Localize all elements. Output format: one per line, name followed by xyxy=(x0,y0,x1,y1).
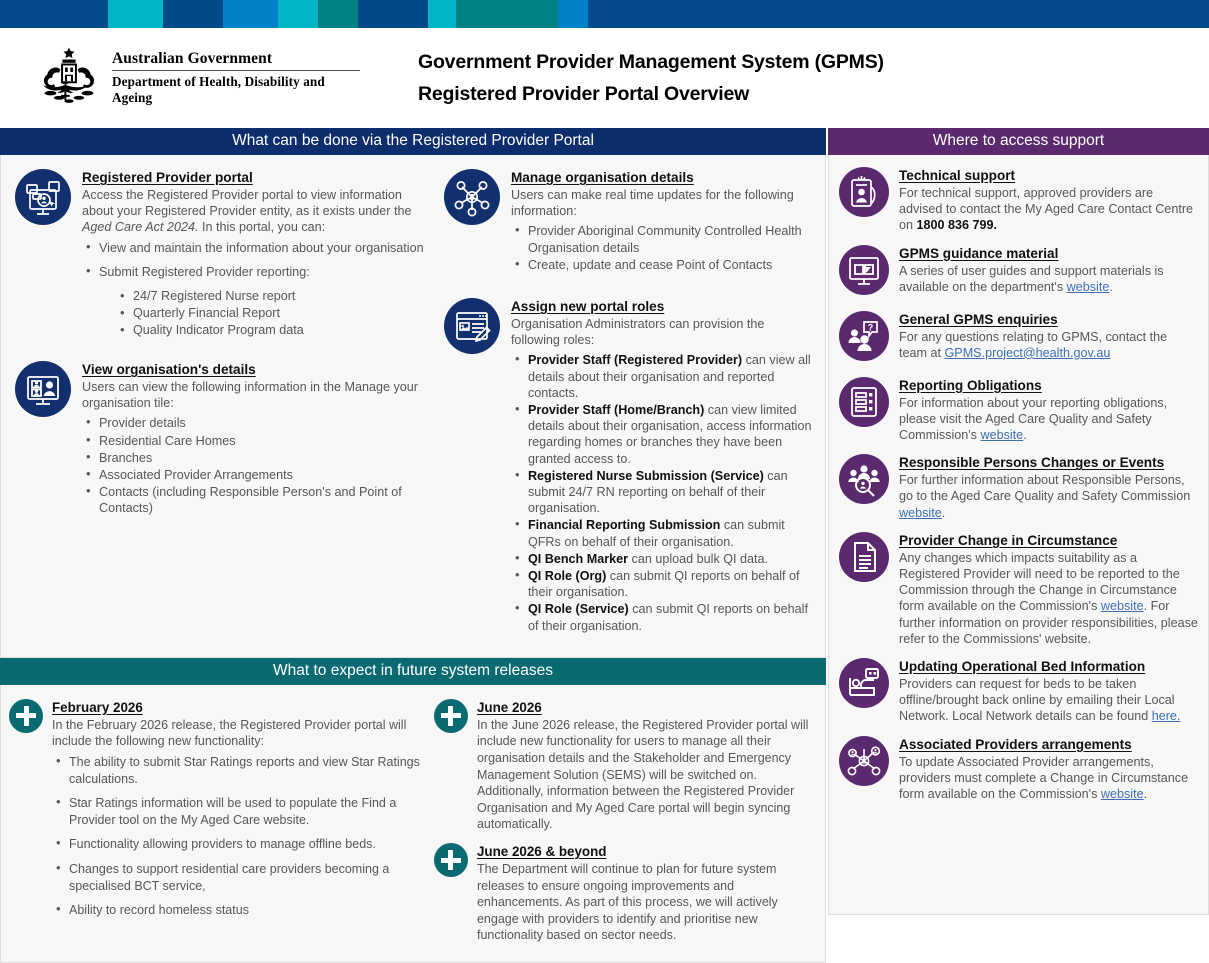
people-question-icon xyxy=(839,311,889,366)
list-item: • Quality Indicator Program data xyxy=(118,322,432,339)
text-part-a: For technical support, approved providers are advised to contact the My Aged Care Contact Centre on xyxy=(899,186,1194,233)
plus-circle-icon xyxy=(434,699,468,733)
list-item: • 24/7 Registered Nurse report xyxy=(118,288,432,305)
form-edit-icon xyxy=(444,298,500,359)
text-view-organisation-details: Users can view the following information in the Manage your organisation tile: xyxy=(82,380,419,411)
page-title-line2: Registered Provider Portal Overview xyxy=(418,83,750,105)
org-people-screen-icon xyxy=(15,361,71,422)
crest-line-australian-government: Australian Government xyxy=(112,50,273,67)
website-link[interactable]: website xyxy=(1066,279,1110,294)
list-manage-updates xyxy=(511,223,815,273)
plus-circle-icon xyxy=(434,843,468,877)
page-body xyxy=(0,128,1209,963)
band-support: Where to access support xyxy=(828,128,1209,155)
list-portal-roles xyxy=(511,352,815,633)
heading-view-organisation-details: View organisation's details xyxy=(82,362,256,378)
strip-segment-9 xyxy=(558,0,588,28)
intro-part-a: Access the Registered Provider portal to view information about your Registered Provider entity, as it exists under the xyxy=(82,188,412,219)
list-item: • Branches xyxy=(82,450,432,466)
list-item: • The ability to submit Star Ratings reports and view Star Ratings calculations. xyxy=(52,754,420,787)
right-column xyxy=(828,128,1209,915)
text-gpms-guidance-material xyxy=(899,263,1198,295)
top-colour-strip xyxy=(0,0,1209,28)
heading-assign-new-portal-roles: Assign new portal roles xyxy=(510,299,665,315)
text-updating-operational-bed-information xyxy=(899,676,1198,725)
heading-provider-change-in-circumstance: Provider Change in Circumstance xyxy=(899,532,1118,548)
list-item: • View and maintain the information about your organisation xyxy=(82,240,432,256)
text-part-a: Any changes which impacts suitability as a Registered Provider will need to be reported to the Commission through the Change in Circumstance form available on the Commission's xyxy=(899,550,1180,614)
strip-segment-6 xyxy=(358,0,428,28)
portal-column-a xyxy=(1,155,440,657)
text-assign-new-portal-roles: Organisation Administrators can provision the following roles: xyxy=(510,317,765,348)
id-badge-person-icon xyxy=(839,167,889,222)
website-link[interactable]: website xyxy=(1100,787,1144,802)
text-february-2026: In the February 2026 release, the Registered Provider portal will include the following new functionality: xyxy=(52,717,407,749)
band-portal: What can be done via the Registered Provider Portal xyxy=(0,128,826,155)
checklist-clipboard-icon xyxy=(839,377,889,432)
list-item xyxy=(511,352,815,401)
svg-text:?: ? xyxy=(867,322,874,333)
plus-circle-icon xyxy=(9,699,43,733)
website-link[interactable]: website xyxy=(1100,599,1144,614)
list-item: • Contacts (including Responsible Person's and Point of Contacts) xyxy=(82,484,432,516)
item-gpms-guidance-material xyxy=(839,245,1198,300)
text-general-gpms-enquiries xyxy=(899,329,1198,361)
heading-february-2026: February 2026 xyxy=(52,699,143,715)
role-desc: can upload bulk QI data. xyxy=(628,551,769,566)
item-technical-support xyxy=(839,167,1198,234)
text-june-2026-and-beyond: The Department will continue to plan for future system releases to ensure ongoing improvements and enhancements. As part of this process, we will actively engage with providers to identify and prioritise new functionality based on sector needs. xyxy=(476,862,778,943)
role-desc: can view limited details about their organisation, access information regarding homes or branches they have been granted access to. xyxy=(527,403,812,466)
list-item xyxy=(511,551,815,567)
list-item: • Ability to record homeless status xyxy=(52,902,420,919)
page-title xyxy=(418,46,884,110)
text-part-b: . For further information on provider responsibilities, please refer to the Commissions' website. xyxy=(899,599,1198,646)
text-responsible-persons-changes xyxy=(899,472,1198,521)
list-item: • Submit Registered Provider reporting: xyxy=(82,264,432,280)
intro-act-name: Aged Care Act 2024. xyxy=(82,220,199,235)
panel-future-releases xyxy=(0,685,826,963)
heading-technical-support: Technical support xyxy=(899,168,1016,183)
strip-segment-2 xyxy=(163,0,223,28)
role-desc: can view all details about their organisation and reported contacts. xyxy=(527,353,811,400)
list-item: • Star Ratings information will be used to populate the Find a Provider tool on the My Aged Care website. xyxy=(52,795,420,828)
list-item: • Provider details xyxy=(82,415,432,431)
heading-responsible-persons-changes: Responsible Persons Changes or Events xyxy=(899,455,1165,471)
text-part-b: . xyxy=(941,505,946,520)
panel-portal xyxy=(0,155,826,658)
role-desc: can submit QI reports on behalf of their organisation. xyxy=(527,569,800,600)
commonwealth-coat-of-arms-icon xyxy=(36,45,102,111)
list-organisation-details xyxy=(82,415,432,516)
masthead xyxy=(0,28,1209,128)
role-name: QI Bench Marker xyxy=(527,551,629,566)
strip-segment-0 xyxy=(0,0,108,28)
list-item xyxy=(511,402,815,467)
crest-line-department: Department of Health, Disability and Ageing xyxy=(112,74,325,105)
hospital-bed-icon xyxy=(839,658,889,713)
heading-general-gpms-enquiries: General GPMS enquiries xyxy=(899,311,1058,327)
heading-manage-organisation-details: Manage organisation details xyxy=(510,170,694,185)
heading-updating-operational-bed-information: Updating Operational Bed Information xyxy=(899,659,1146,675)
people-magnifier-icon xyxy=(839,454,889,509)
role-desc: can submit QI reports on behalf of their organisation. xyxy=(527,602,808,633)
list-item: • Create, update and cease Point of Contacts xyxy=(511,257,815,273)
item-february-2026 xyxy=(9,699,420,927)
document-page-icon xyxy=(839,532,889,587)
network-people-icon xyxy=(839,736,889,791)
heading-reporting-obligations: Reporting Obligations xyxy=(899,377,1042,393)
strip-segment-7 xyxy=(428,0,456,28)
text-part-a: For information about your reporting obligations, please visit the Aged Care Quality and Safety Commission's xyxy=(899,395,1168,443)
item-provider-change-in-circumstance xyxy=(839,532,1198,647)
here-link[interactable]: here. xyxy=(1151,709,1181,724)
intro-part-b: In this portal, you can: xyxy=(198,220,326,235)
heading-gpms-guidance-material: GPMS guidance material xyxy=(899,245,1059,261)
website-link[interactable]: website xyxy=(899,505,942,520)
text-manage-organisation-details: Users can make real time updates for the following information: xyxy=(510,188,794,219)
item-general-gpms-enquiries xyxy=(839,311,1198,366)
list-portal-capabilities xyxy=(82,240,432,280)
strip-segment-10 xyxy=(588,0,1209,28)
strip-segment-4 xyxy=(278,0,318,28)
list-item: • Functionality allowing providers to manage offline beds. xyxy=(52,836,420,853)
text-provider-change-in-circumstance xyxy=(899,550,1198,647)
text-part-b: . xyxy=(1109,279,1113,294)
role-name: Provider Staff (Registered Provider) xyxy=(527,353,743,368)
role-name: Registered Nurse Submission (Service) xyxy=(527,468,764,483)
role-name: Provider Staff (Home/Branch) xyxy=(527,403,705,418)
list-item xyxy=(511,601,815,633)
email-link[interactable]: GPMS.project@health.gov.au xyxy=(944,345,1111,360)
list-item xyxy=(511,517,815,549)
item-responsible-persons-changes xyxy=(839,454,1198,521)
item-view-organisation-details xyxy=(15,361,432,518)
strip-segment-1 xyxy=(108,0,163,28)
page-title-line1: Government Provider Management System (GPMS) xyxy=(418,51,884,73)
strip-segment-8 xyxy=(456,0,558,28)
list-item xyxy=(511,468,815,517)
network-nodes-icon xyxy=(444,169,500,230)
heading-associated-providers-arrangements: Associated Providers arrangements xyxy=(899,736,1132,752)
heading-june-2026-and-beyond: June 2026 & beyond xyxy=(476,844,607,860)
text-part-a: A series of user guides and support materials is available on the department's xyxy=(899,263,1164,294)
item-june-2026-and-beyond xyxy=(434,843,815,944)
role-desc: can submit 24/7 RN reporting on behalf of their organisation. xyxy=(527,468,788,516)
heading-registered-provider-portal: Registered Provider portal xyxy=(82,170,253,185)
text-part-a: To update Associated Provider arrangements, providers must complete a Change in Circumstance form available on the Commission's xyxy=(899,754,1189,802)
list-item: • Associated Provider Arrangements xyxy=(82,467,432,483)
monitor-book-icon xyxy=(839,245,889,300)
strip-segment-5 xyxy=(318,0,358,28)
item-updating-operational-bed-information xyxy=(839,658,1198,725)
item-june-2026 xyxy=(434,699,815,833)
phone-number: 1800 836 799. xyxy=(916,218,998,233)
role-name: Financial Reporting Submission xyxy=(527,518,721,533)
item-assign-new-portal-roles xyxy=(444,298,815,635)
monitor-profile-icon xyxy=(15,169,71,230)
text-technical-support xyxy=(899,185,1198,234)
text-part-a: For any questions relating to GPMS, contact the team at xyxy=(899,329,1168,360)
role-desc: can submit QFRs on behalf of their organisation. xyxy=(527,518,785,549)
role-name: QI Role (Org) xyxy=(527,569,607,584)
portal-column-b xyxy=(440,155,825,657)
list-item xyxy=(511,568,815,600)
item-associated-providers-arrangements xyxy=(839,736,1198,803)
role-name: QI Role (Service) xyxy=(527,602,629,617)
text-registered-provider-portal xyxy=(82,187,432,236)
list-item: • Quarterly Financial Report xyxy=(118,305,432,322)
text-part-a: Providers can request for beds to be taken offline/brought back online by emailing their Local Network. Local Network details can be found xyxy=(899,677,1175,724)
australian-government-crest-block xyxy=(36,45,366,111)
text-associated-providers-arrangements xyxy=(899,754,1198,803)
future-column-b xyxy=(430,687,825,962)
text-reporting-obligations xyxy=(899,395,1198,444)
item-registered-provider-portal xyxy=(15,169,432,339)
list-february-2026-features xyxy=(52,754,420,919)
item-reporting-obligations xyxy=(839,377,1198,444)
heading-june-2026: June 2026 xyxy=(476,699,542,715)
list-item: • Provider Aboriginal Community Controlled Health Organisation details xyxy=(511,223,815,255)
panel-support xyxy=(828,155,1209,915)
text-part-b: . xyxy=(1023,428,1027,443)
list-portal-reporting-types xyxy=(118,288,432,339)
item-manage-organisation-details xyxy=(444,169,815,274)
band-future-releases: What to expect in future system releases xyxy=(0,658,826,685)
list-item: • Changes to support residential care providers becoming a specialised BCT service, xyxy=(52,861,420,894)
text-june-2026: In the June 2026 release, the Registered Provider portal will include new functionality for users to manage all their organisation details and the Stakeholder and Emergency Management Solution (SEMS) will be switched on. Additionally, information between the Registered Provider Organisation and My Aged Care portal will begin syncing automatically. xyxy=(476,717,809,832)
crest-wordmark xyxy=(112,50,360,106)
text-part-a: For further information about Responsible Persons, go to the Aged Care Quality and Safety Commission xyxy=(899,473,1191,504)
list-item: • Residential Care Homes xyxy=(82,433,432,449)
strip-segment-3 xyxy=(223,0,278,28)
left-column xyxy=(0,128,826,963)
website-link[interactable]: website xyxy=(980,428,1024,443)
future-column-a xyxy=(1,687,430,962)
text-part-b: . xyxy=(1143,787,1148,802)
